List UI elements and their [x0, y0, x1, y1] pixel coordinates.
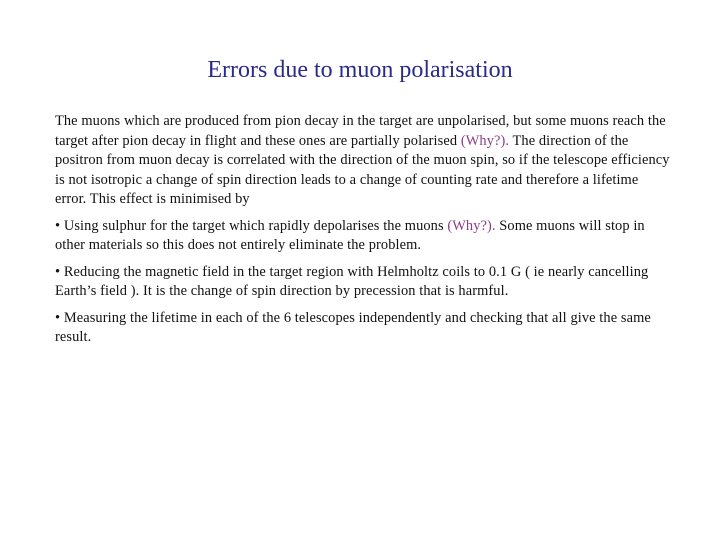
- bullet-sulphur-target: [55, 217, 670, 256]
- intro-text-end: The direction of the positron from muon decay is correlated with the direction of the muon spin, so if the telescope efficiency is not isotropic a change of spin direction leads to a change of counting rate and therefore a lifetime error. This effect is minimised by: [55, 132, 670, 207]
- why-question: (Why?).: [460, 132, 510, 149]
- intro-text-start: The muons which are produced from pion decay in the target are unpolarised, but some muons reach the target after pion decay in flight and these ones are partially polarised: [55, 113, 666, 149]
- slide-body: [55, 112, 670, 355]
- intro-paragraph: [55, 112, 670, 210]
- bullet-six-telescopes: • Measuring the lifetime in each of the 6 telescopes independently and checking that all give the same result.: [55, 309, 651, 345]
- slide-title: Errors due to muon polarisation: [207, 57, 513, 83]
- bullet-helmholtz-coils: • Reducing the magnetic field in the target region with Helmholtz coils to 0.1 G ( ie nearly cancelling Earth’s field ). It is the change of spin direction by precession that is harmful.: [55, 263, 649, 299]
- why-question: (Why?).: [447, 217, 496, 234]
- bullet-text-start: • Using sulphur for the target which rapidly depolarises the muons: [55, 217, 448, 234]
- bullet-text-end: Some muons will stop in other materials so this does not entirely eliminate the problem.: [55, 217, 645, 253]
